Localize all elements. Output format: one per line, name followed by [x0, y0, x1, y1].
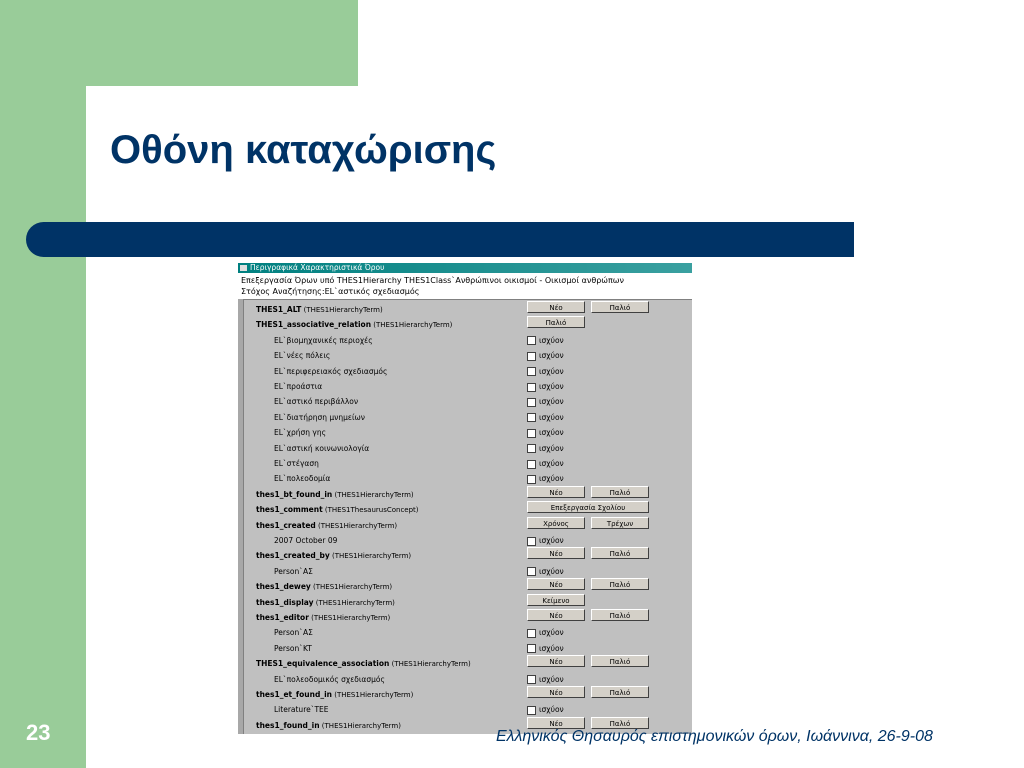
valid-checkbox[interactable]	[527, 567, 564, 577]
window-title: Περιγραφικά Χαρακτηριστικά Όρου	[250, 263, 385, 272]
attribute-label	[256, 549, 411, 562]
valid-checkbox[interactable]	[527, 705, 564, 715]
checkbox-box[interactable]	[527, 367, 536, 376]
attribute-button[interactable]: Νέο	[527, 486, 585, 498]
attribute-label	[256, 318, 452, 331]
checkbox-label: ισχύον	[539, 705, 564, 715]
attribute-value: Person`ΑΣ	[274, 628, 313, 638]
attribute-button[interactable]: Παλιό	[591, 655, 649, 667]
valid-checkbox[interactable]	[527, 675, 564, 685]
slide-footer: Ελληνικός Θησαυρός επιστημονικών όρων, Ιωάννινα, 26-9-08	[496, 728, 933, 745]
checkbox-label: ισχύον	[539, 536, 564, 545]
app-icon	[240, 265, 247, 271]
attribute-label	[256, 580, 392, 593]
attribute-value: EL`στέγαση	[274, 459, 319, 468]
valid-checkbox[interactable]	[527, 336, 564, 346]
attribute-button[interactable]: Παλιό	[527, 316, 585, 328]
checkbox-box[interactable]	[527, 383, 536, 392]
attribute-type: (THES1HierarchyTerm)	[313, 598, 395, 607]
checkbox-label: ισχύον	[539, 459, 564, 468]
attribute-value: EL`χρήση γης	[274, 428, 326, 438]
valid-checkbox[interactable]	[527, 413, 564, 423]
attribute-name: THES1_associative_relation	[256, 320, 372, 330]
attribute-name: thes1_display	[256, 597, 314, 607]
valid-checkbox[interactable]	[527, 397, 564, 407]
attribute-button[interactable]: Νέο	[527, 301, 585, 313]
attribute-label	[256, 519, 397, 532]
attribute-name: thes1_comment	[256, 505, 323, 515]
attribute-name: thes1_bt_found_in	[256, 489, 333, 499]
attribute-type: (THES1HierarchyTerm)	[332, 691, 414, 699]
attribute-name: THES1_ALT	[256, 305, 302, 314]
checkbox-label: ισχύον	[539, 443, 564, 453]
attribute-value: EL`αστική κοινωνιολογία	[274, 443, 370, 453]
attribute-button[interactable]: Χρόνος	[527, 517, 585, 529]
attribute-type: (THES1HierarchyTerm)	[371, 321, 453, 330]
checkbox-label: ισχύον	[539, 351, 564, 361]
valid-checkbox[interactable]	[527, 628, 564, 638]
checkbox-box[interactable]	[527, 336, 536, 345]
attribute-value: EL`αστικό περιβάλλον	[274, 397, 359, 407]
valid-checkbox[interactable]	[527, 459, 564, 469]
attribute-button[interactable]: Τρέχων	[591, 517, 649, 529]
window-left-frame	[238, 299, 244, 734]
checkbox-label: ισχύον	[539, 628, 564, 638]
checkbox-label: ισχύον	[539, 382, 564, 391]
checkbox-label: ισχύον	[539, 412, 564, 422]
attribute-type: (THES1HierarchyTerm)	[308, 614, 391, 622]
valid-checkbox[interactable]	[527, 644, 564, 654]
attribute-button[interactable]: Νέο	[527, 655, 585, 667]
checkbox-label: ισχύον	[539, 643, 564, 653]
checkbox-box[interactable]	[527, 460, 536, 469]
attribute-name: thes1_editor	[256, 613, 309, 622]
attribute-type: (THES1HierarchyTerm)	[301, 306, 383, 314]
window-titlebar	[238, 263, 692, 273]
window-header	[238, 273, 692, 300]
attribute-type: (THES1HierarchyTerm)	[310, 583, 393, 592]
attribute-label	[256, 488, 414, 501]
slide-title: Οθόνη καταχώρισης	[110, 128, 497, 172]
checkbox-label: ισχύον	[539, 335, 564, 345]
attribute-value: EL`πολεοδομικός σχεδιασμός	[274, 674, 385, 684]
checkbox-label: ισχύον	[539, 674, 564, 684]
checkbox-label: ισχύον	[539, 474, 564, 484]
attribute-button[interactable]: Νέο	[527, 547, 585, 559]
valid-checkbox[interactable]	[527, 444, 564, 454]
valid-checkbox[interactable]	[527, 367, 564, 377]
checkbox-box[interactable]	[527, 644, 536, 653]
attribute-value: EL`βιομηχανικές περιοχές	[274, 335, 373, 345]
attribute-button[interactable]: Παλιό	[591, 609, 649, 621]
screenshot-window	[238, 263, 692, 734]
valid-checkbox[interactable]	[527, 351, 564, 361]
attribute-type: (THES1HierarchyTerm)	[329, 552, 412, 561]
attribute-button[interactable]: Παλιό	[591, 717, 649, 729]
checkbox-label: ισχύον	[539, 397, 564, 407]
checkbox-box[interactable]	[527, 567, 536, 576]
attribute-label	[256, 719, 401, 732]
attribute-value: EL`περιφερειακός σχεδιασμός	[274, 366, 388, 376]
checkbox-box[interactable]	[527, 398, 536, 407]
attribute-button[interactable]: Παλιό	[591, 301, 649, 313]
checkbox-label: ισχύον	[539, 428, 564, 438]
attribute-value: Person`ΑΣ	[274, 566, 313, 576]
attribute-button[interactable]: Παλιό	[591, 547, 649, 559]
attribute-button[interactable]: Νέο	[527, 686, 585, 698]
attribute-value: EL`διατήρηση μνημείων	[274, 412, 365, 422]
attribute-label	[256, 303, 383, 316]
attribute-value: EL`πολεοδομία	[274, 474, 331, 484]
attribute-label	[256, 657, 471, 670]
title-divider-bar	[26, 222, 854, 257]
attribute-button[interactable]: Νέο	[527, 578, 585, 590]
attribute-type: (THES1HierarchyTerm)	[332, 490, 414, 499]
attribute-name: thes1_created_by	[256, 551, 330, 561]
attribute-label	[256, 596, 395, 609]
attribute-label	[256, 611, 390, 624]
attribute-type: (THES1HierarchyTerm)	[389, 660, 471, 669]
attribute-value: EL`προάστια	[274, 382, 323, 391]
header-context: Επεξεργασία Όρων υπό THES1Hierarchy THES1Class`Ανθρώπινοι οικισμοί - Οικισμοί ανθρώπων	[241, 276, 624, 285]
attribute-type: (THES1HierarchyTerm)	[315, 521, 398, 530]
attribute-value: 2007 October 09	[274, 536, 338, 545]
header-search-target: Στόχος Αναζήτησης:EL`αστικός σχεδιασμός	[241, 287, 420, 296]
checkbox-box[interactable]	[527, 429, 536, 438]
attribute-button[interactable]: Νέο	[527, 717, 585, 729]
checkbox-box[interactable]	[527, 352, 536, 361]
attribute-type: (THES1HierarchyTerm)	[319, 721, 401, 730]
attribute-label	[256, 688, 413, 701]
attribute-name: thes1_et_found_in	[256, 690, 332, 699]
attribute-type: (THES1ThesaurusConcept)	[322, 506, 419, 515]
attribute-button[interactable]: Παλιό	[591, 578, 649, 590]
checkbox-box[interactable]	[527, 475, 536, 484]
attribute-button[interactable]: Κείμενο	[527, 594, 585, 606]
attribute-value: Literature`TEE	[274, 705, 329, 715]
checkbox-label: ισχύον	[539, 566, 564, 576]
attribute-value: Person`KT	[274, 643, 312, 653]
attribute-button[interactable]: Επεξεργασία Σχολίου	[527, 501, 649, 513]
green-top-band	[0, 0, 358, 86]
attribute-button[interactable]: Νέο	[527, 609, 585, 621]
green-left-band	[0, 0, 86, 768]
checkbox-box[interactable]	[527, 706, 536, 715]
valid-checkbox[interactable]	[527, 382, 564, 392]
checkbox-box[interactable]	[527, 675, 536, 684]
checkbox-box[interactable]	[527, 629, 536, 638]
attribute-label	[256, 503, 419, 516]
slide-number: 23	[26, 720, 51, 745]
checkbox-box[interactable]	[527, 444, 536, 453]
valid-checkbox[interactable]	[527, 474, 564, 484]
checkbox-box[interactable]	[527, 537, 536, 546]
checkbox-label: ισχύον	[539, 366, 564, 376]
attribute-button[interactable]: Παλιό	[591, 686, 649, 698]
checkbox-box[interactable]	[527, 413, 536, 422]
attribute-button[interactable]: Παλιό	[591, 486, 649, 498]
valid-checkbox[interactable]	[527, 536, 564, 546]
attribute-name: thes1_created	[256, 520, 316, 530]
attribute-value: EL`νέες πόλεις	[274, 351, 331, 361]
attribute-name: thes1_found_in	[256, 720, 320, 730]
attribute-name: THES1_equivalence_association	[256, 659, 390, 669]
valid-checkbox[interactable]	[527, 428, 564, 438]
attribute-name: thes1_dewey	[256, 582, 311, 592]
